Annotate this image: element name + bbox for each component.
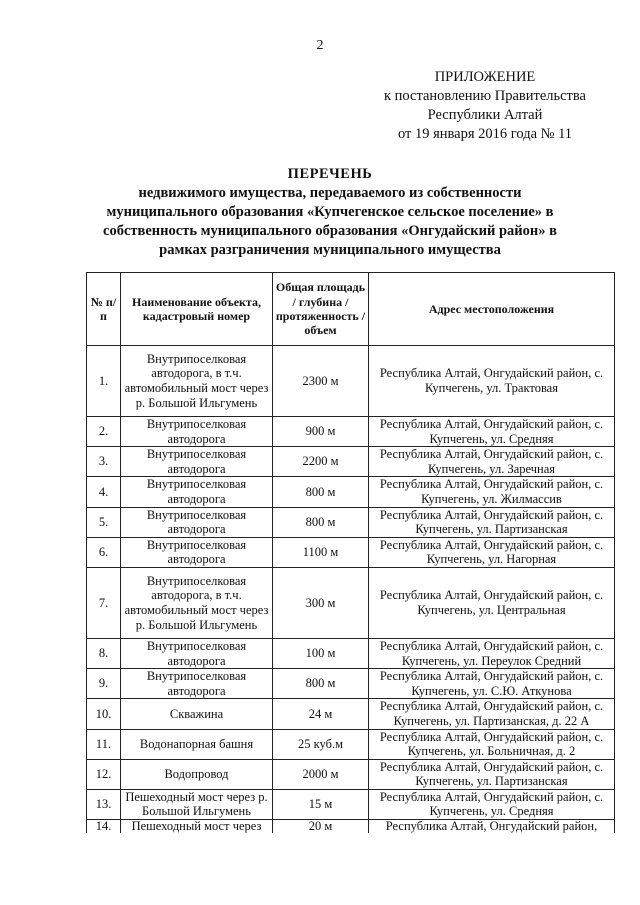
table-row: [87, 417, 615, 447]
cell-area: 15 м: [273, 789, 369, 819]
cell-address: Республика Алтай, Онгудайский район, с. Купчегень, ул. Больничная, д. 2: [369, 729, 615, 759]
appendix-republic: Республики Алтай: [427, 107, 543, 123]
cell-name: Внутрипоселковая автодорога: [121, 507, 273, 537]
cell-area: 2000 м: [273, 759, 369, 789]
cell-name: Внутрипоселковая автодорога: [121, 638, 273, 668]
appendix-date: от 19 января 2016 года № 11: [397, 126, 573, 142]
cell-area: 800 м: [273, 477, 369, 507]
cell-address: Республика Алтай, Онгудайский район, с. Купчегень, ул. Партизанская: [369, 759, 615, 789]
page-number: 2: [316, 38, 324, 53]
table-row: [87, 567, 615, 638]
cell-num: 1.: [87, 346, 121, 417]
cell-num: 9.: [87, 669, 121, 699]
cell-num: 4.: [87, 477, 121, 507]
cell-name: Внутрипоселковая автодорога, в т.ч. автомобильный мост через р. Большой Ильгумень: [121, 346, 273, 417]
table-row: [87, 447, 615, 477]
cell-num: 8.: [87, 638, 121, 668]
appendix-title: ПРИЛОЖЕНИЕ: [434, 69, 536, 85]
cell-area: 25 куб.м: [273, 729, 369, 759]
cell-num: 7.: [87, 567, 121, 638]
heading-title: ПЕРЕЧЕНЬ: [287, 166, 373, 182]
heading-line-3: собственность муниципального образования «Онгудайский район» в: [103, 223, 557, 239]
cell-area: 100 м: [273, 638, 369, 668]
heading-line-4: рамках разграничения муниципального имущества: [159, 242, 501, 258]
cell-address: Республика Алтай, Онгудайский район, с. Купчегень, ул. Партизанская: [369, 507, 615, 537]
header-num: № п/п: [87, 273, 121, 346]
cell-area: 1100 м: [273, 537, 369, 567]
cell-address: Республика Алтай, Онгудайский район, с. Купчегень, ул. Заречная: [369, 447, 615, 477]
header-address: Адрес местоположения: [369, 273, 615, 346]
table-row: [87, 820, 615, 834]
cell-address: Республика Алтай, Онгудайский район, с. Купчегень, ул. Средняя: [369, 417, 615, 447]
cell-name: Пешеходный мост через р. Большой Ильгумень: [121, 789, 273, 819]
table-row: [87, 669, 615, 699]
cell-address: Республика Алтай, Онгудайский район, с. Купчегень, ул. Жилмассив: [369, 477, 615, 507]
header-name: Наименование объекта, кадастровый номер: [121, 273, 273, 346]
cell-num: 10.: [87, 699, 121, 729]
cell-area: 900 м: [273, 417, 369, 447]
cell-address: Республика Алтай, Онгудайский район,: [369, 820, 615, 834]
cell-name: Пешеходный мост через: [121, 820, 273, 834]
cell-address: Республика Алтай, Онгудайский район, с. Купчегень, ул. Партизанская, д. 22 А: [369, 699, 615, 729]
cell-name: Водонапорная башня: [121, 729, 273, 759]
cell-num: 14.: [87, 820, 121, 834]
cell-name: Скважина: [121, 699, 273, 729]
heading-line-1: недвижимого имущества, передаваемого из собственности: [138, 185, 522, 201]
cell-name: Внутрипоселковая автодорога, в т.ч. автомобильный мост через р. Большой Ильгумень: [121, 567, 273, 638]
appendix-resolution: к постановлению Правительства: [384, 88, 586, 104]
cell-num: 3.: [87, 447, 121, 477]
cell-address: Республика Алтай, Онгудайский район, с. Купчегень, ул. Переулок Средний: [369, 638, 615, 668]
table-header-row: [87, 273, 615, 346]
header-area: Общая площадь / глубина / протяженность / объем: [273, 273, 369, 346]
cell-area: 20 м: [273, 820, 369, 834]
cell-num: 11.: [87, 729, 121, 759]
cell-area: 300 м: [273, 567, 369, 638]
cell-name: Внутрипоселковая автодорога: [121, 477, 273, 507]
table-row: [87, 759, 615, 789]
cell-name: Водопровод: [121, 759, 273, 789]
cell-area: 800 м: [273, 669, 369, 699]
cell-address: Республика Алтай, Онгудайский район, с. Купчегень, ул. С.Ю. Аткунова: [369, 669, 615, 699]
cell-area: 2200 м: [273, 447, 369, 477]
cell-num: 12.: [87, 759, 121, 789]
cell-address: Республика Алтай, Онгудайский район, с. Купчегень, ул. Центральная: [369, 567, 615, 638]
cell-address: Республика Алтай, Онгудайский район, с. Купчегень, ул. Нагорная: [369, 537, 615, 567]
cell-name: Внутрипоселковая автодорога: [121, 669, 273, 699]
cell-num: 5.: [87, 507, 121, 537]
table-row: [87, 729, 615, 759]
table-row: [87, 699, 615, 729]
cell-num: 6.: [87, 537, 121, 567]
cell-name: Внутрипоселковая автодорога: [121, 447, 273, 477]
table-row: [87, 507, 615, 537]
cell-area: 800 м: [273, 507, 369, 537]
appendix-block: [360, 68, 610, 144]
table-row: [87, 789, 615, 819]
table-row: [87, 638, 615, 668]
table-row: [87, 537, 615, 567]
cell-address: Республика Алтай, Онгудайский район, с. Купчегень, ул. Трактовая: [369, 346, 615, 417]
cell-area: 24 м: [273, 699, 369, 729]
cell-name: Внутрипоселковая автодорога: [121, 417, 273, 447]
cell-area: 2300 м: [273, 346, 369, 417]
cell-name: Внутрипоселковая автодорога: [121, 537, 273, 567]
cell-num: 13.: [87, 789, 121, 819]
property-table: [86, 272, 615, 833]
cell-num: 2.: [87, 417, 121, 447]
table-row: [87, 477, 615, 507]
cell-address: Республика Алтай, Онгудайский район, с. Купчегень, ул. Средняя: [369, 789, 615, 819]
table-row: [87, 346, 615, 417]
document-heading: [60, 165, 600, 260]
heading-line-2: муниципального образования «Купчегенское сельское поселение» в: [106, 204, 554, 220]
